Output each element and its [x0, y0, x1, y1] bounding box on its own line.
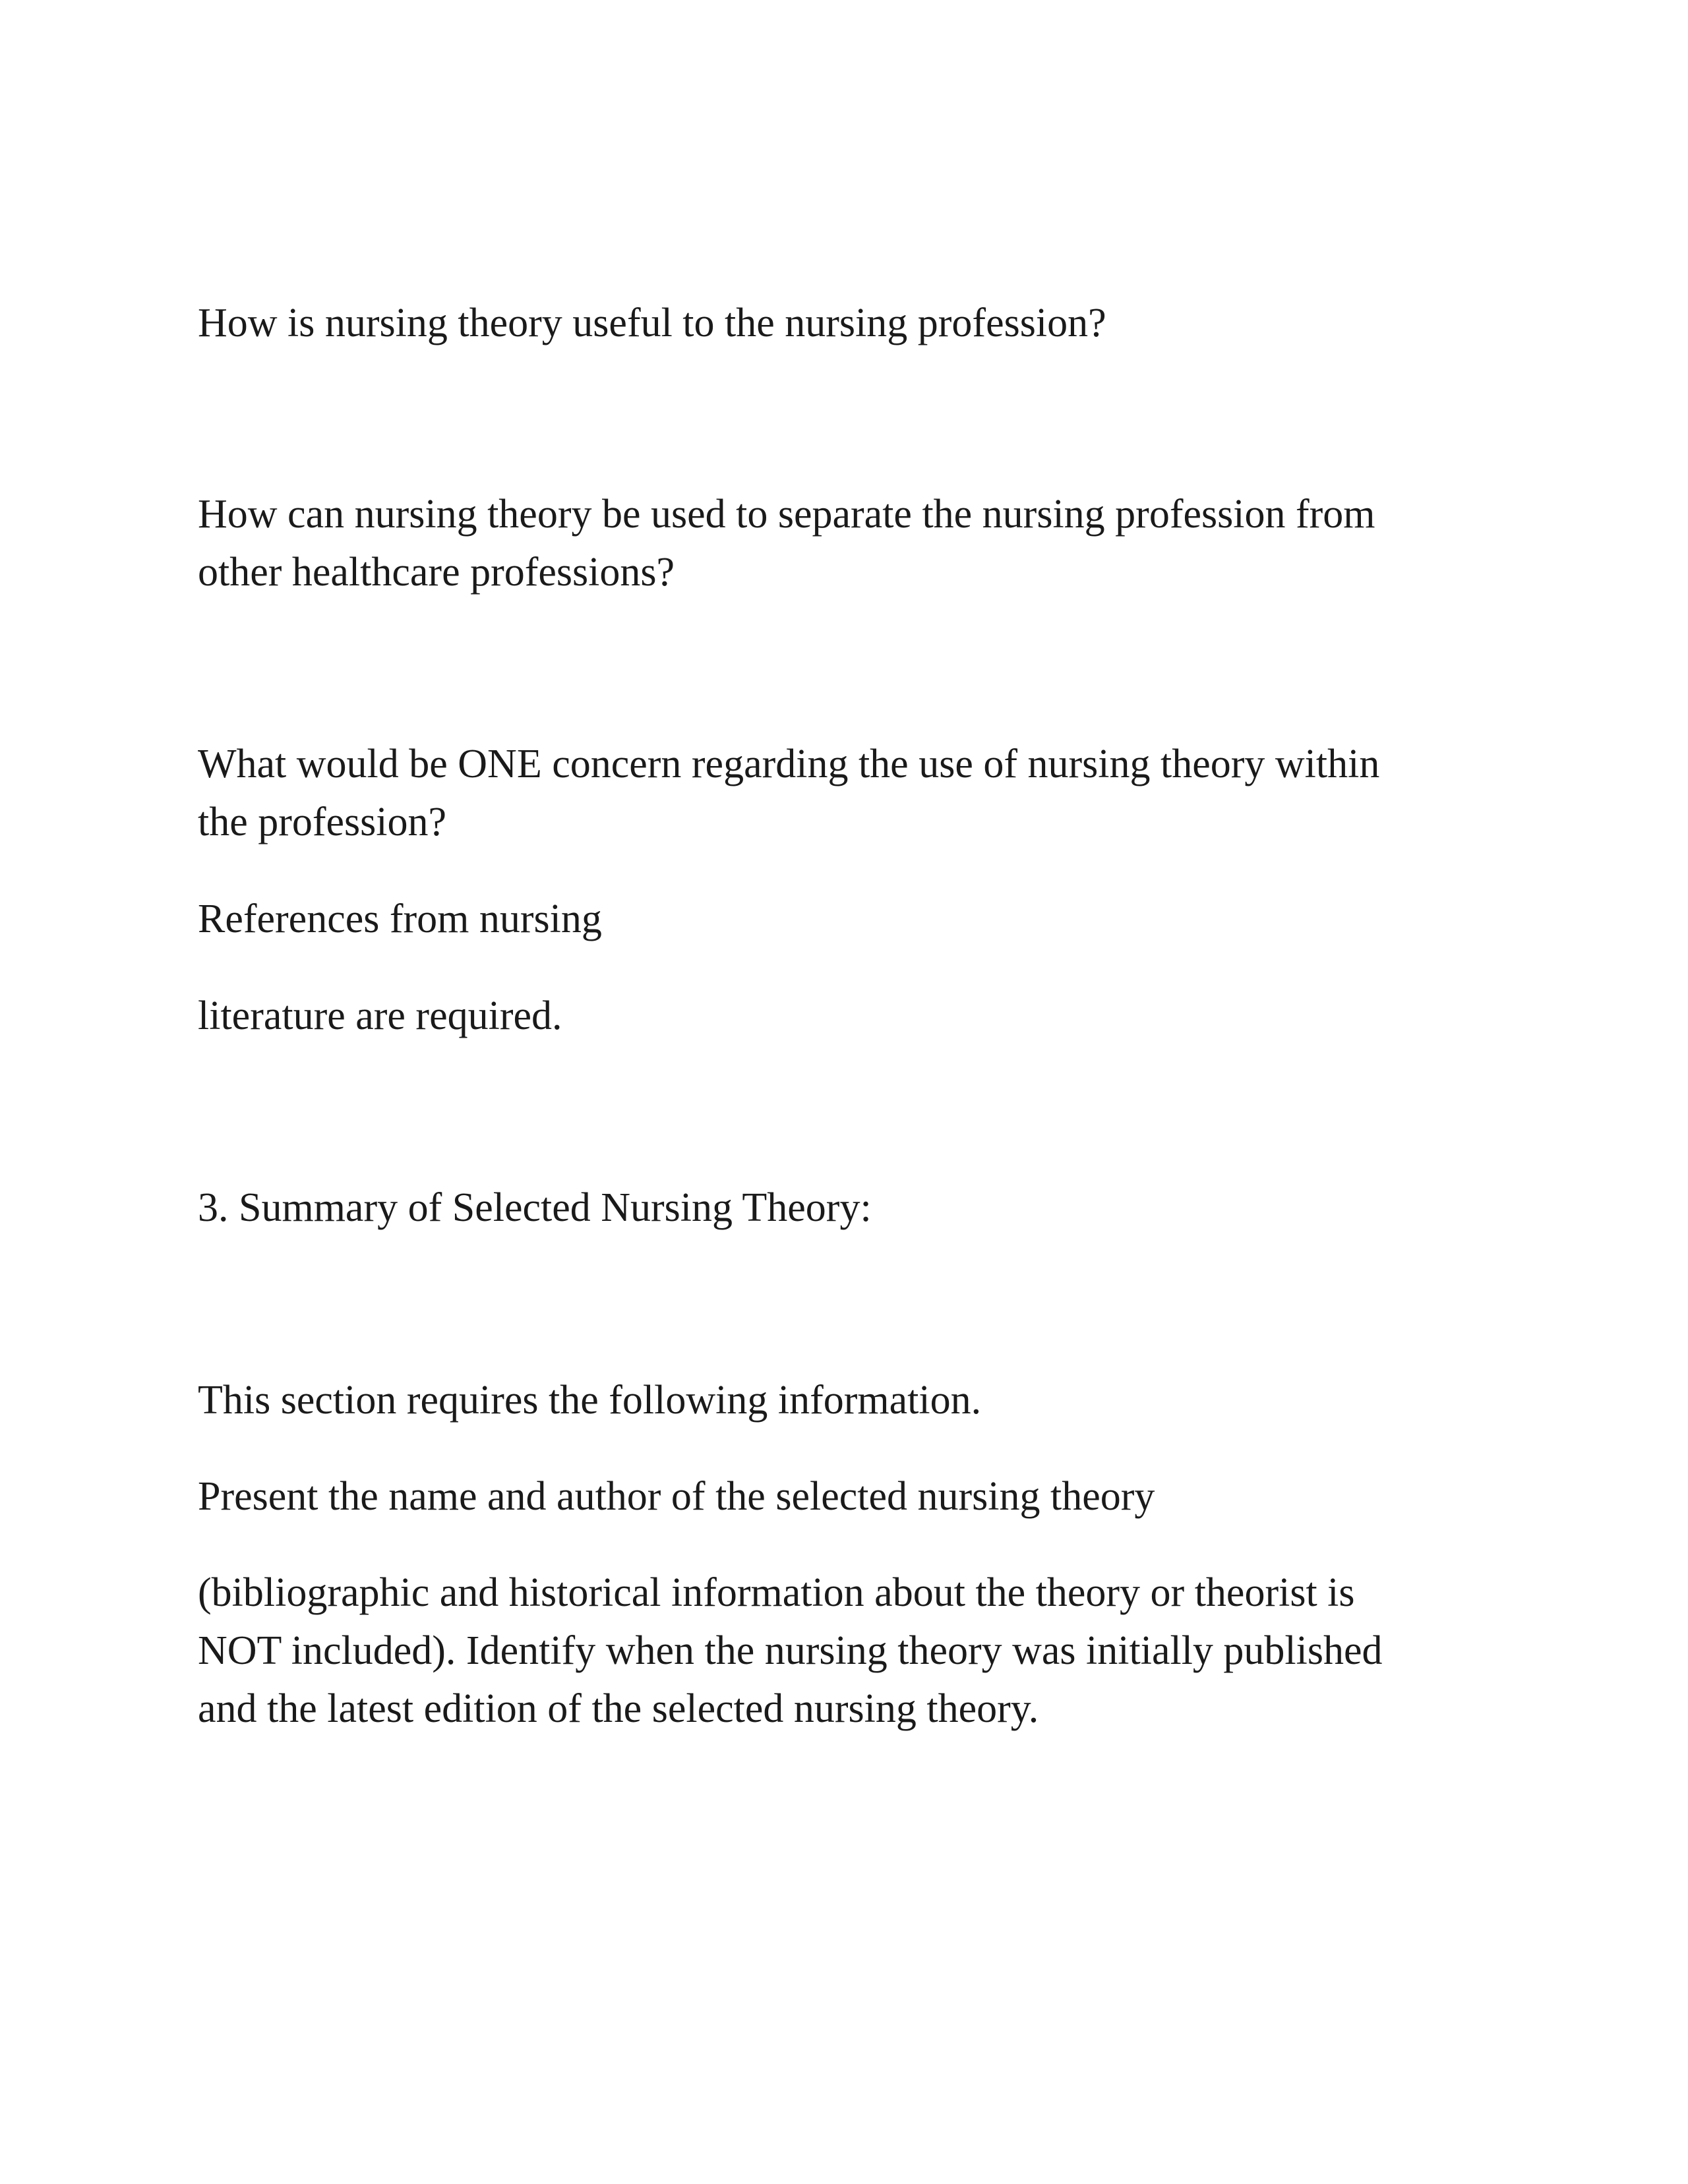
text-line: This section requires the following information.: [198, 1378, 982, 1423]
text-line: References from nursing: [198, 897, 602, 941]
instruction-name-and-author: [198, 1467, 1503, 1525]
text-line: What would be ONE concern regarding the use of nursing theory within: [198, 742, 1380, 786]
instruction-publication-details: [198, 1564, 1503, 1738]
section-requirements-intro: [198, 1371, 1503, 1429]
text-line: literature are required.: [198, 993, 562, 1038]
text-line: Present the name and author of the selected nursing theory: [198, 1474, 1155, 1519]
question-nursing-theory-usefulness: [198, 294, 1503, 352]
text-line: and the latest edition of the selected nursing theory.: [198, 1686, 1039, 1731]
text-line: 3. Summary of Selected Nursing Theory:: [198, 1185, 872, 1230]
text-line: (bibliographic and historical information about the theory or theorist is: [198, 1570, 1355, 1615]
text-line: other healthcare professions?: [198, 550, 675, 595]
section-heading-summary: [198, 1179, 1503, 1237]
text-line: the profession?: [198, 800, 447, 844]
question-one-concern: [198, 735, 1503, 851]
text-line: NOT included). Identify when the nursing theory was initially published: [198, 1628, 1383, 1673]
text-line: How is nursing theory useful to the nursing profession?: [198, 301, 1106, 345]
references-note-part-2: [198, 987, 1503, 1045]
references-note-part-1: [198, 890, 1503, 948]
text-line: How can nursing theory be used to separate the nursing profession from: [198, 492, 1375, 537]
question-separate-profession: [198, 485, 1503, 601]
